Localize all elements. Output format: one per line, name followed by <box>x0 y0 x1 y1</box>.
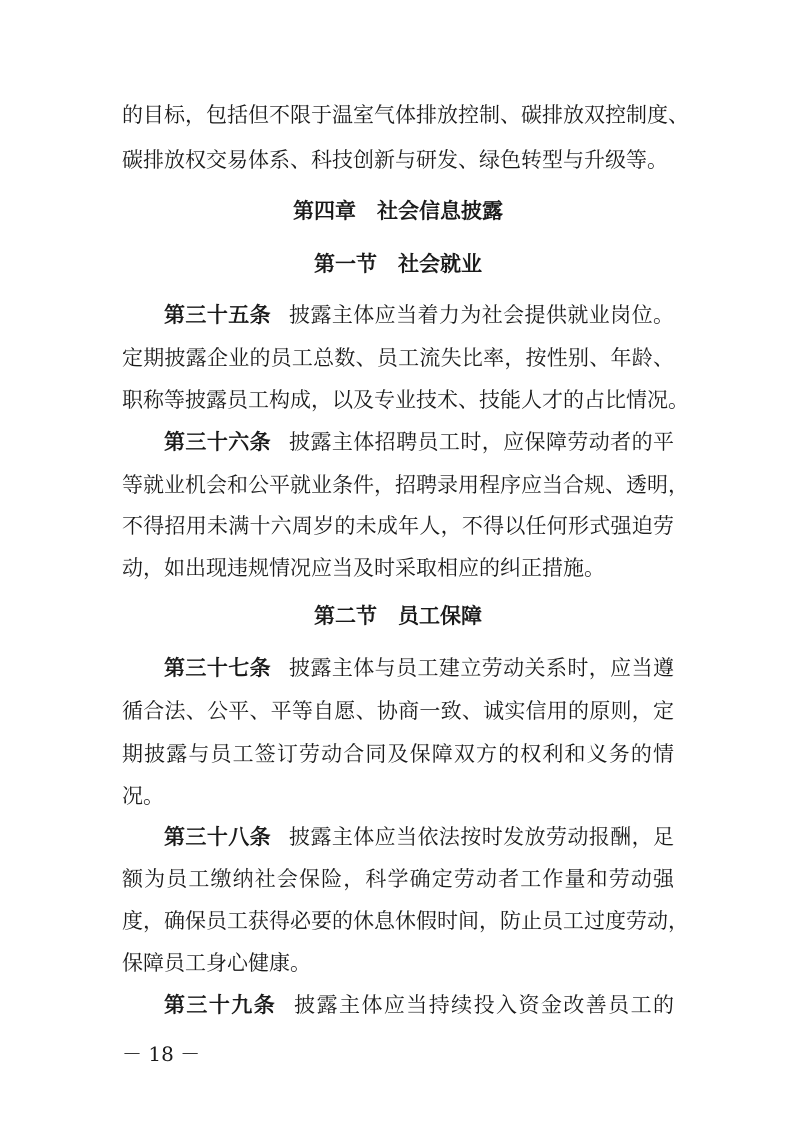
article-label: 第三十七条 <box>164 656 272 680</box>
article-35-line <box>122 300 674 330</box>
article-39-line <box>122 990 674 1020</box>
paragraph-line: 等就业机会和公平就业条件，招聘录用程序应当合规、透明， <box>122 473 689 497</box>
paragraph-line: 职称等披露员工构成，以及专业技术、技能人才的占比情况。 <box>122 388 689 412</box>
article-38-line <box>122 822 674 852</box>
paragraph-line: 度，确保员工获得必要的休息休假时间，防止员工过度劳动， <box>122 909 689 933</box>
paragraph-line: 循合法、公平、平等自愿、协商一致、诚实信用的原则，定 <box>122 699 674 723</box>
paragraph-line: 动，如出现违规情况应当及时采取相应的纠正措施。 <box>122 556 605 580</box>
paragraph-line: 况。 <box>122 784 164 808</box>
article-text: 披露主体应当持续投入资金改善员工的 <box>294 993 675 1017</box>
article-37-line <box>122 653 674 683</box>
paragraph-line: 额为员工缴纳社会保险，科学确定劳动者工作量和劳动强 <box>122 867 674 891</box>
paragraph-line: 的目标，包括但不限于温室气体排放控制、碳排放双控制度、 <box>122 103 689 127</box>
section-title: 第一节 社会就业 <box>314 252 482 276</box>
paragraph-line: 定期披露企业的员工总数、员工流失比率，按性别、年龄、 <box>122 346 674 370</box>
article-label: 第三十九条 <box>164 993 277 1017</box>
article-text: 披露主体招聘员工时，应保障劳动者的平 <box>289 430 674 454</box>
chapter-title: 第四章 社会信息披露 <box>293 199 503 223</box>
article-text: 披露主体应当着力为社会提供就业岗位。 <box>289 303 674 327</box>
paragraph-line: 期披露与员工签订劳动合同及保障双方的权利和义务的情 <box>122 742 674 766</box>
page-number: － 18 － <box>122 1042 201 1066</box>
article-label: 第三十五条 <box>164 303 272 327</box>
article-text: 披露主体与员工建立劳动关系时，应当遵 <box>289 656 674 680</box>
paragraph-line: 碳排放权交易体系、科技创新与研发、绿色转型与升级等。 <box>122 148 668 172</box>
section-title: 第二节 员工保障 <box>314 604 482 628</box>
article-36-line <box>122 427 674 457</box>
paragraph-line: 保障员工身心健康。 <box>122 951 311 975</box>
paragraph-line: 不得招用未满十六周岁的未成年人，不得以任何形式强迫劳 <box>122 514 674 538</box>
article-label: 第三十六条 <box>164 430 272 454</box>
article-text: 披露主体应当依法按时发放劳动报酬，足 <box>289 825 674 849</box>
article-label: 第三十八条 <box>164 825 272 849</box>
